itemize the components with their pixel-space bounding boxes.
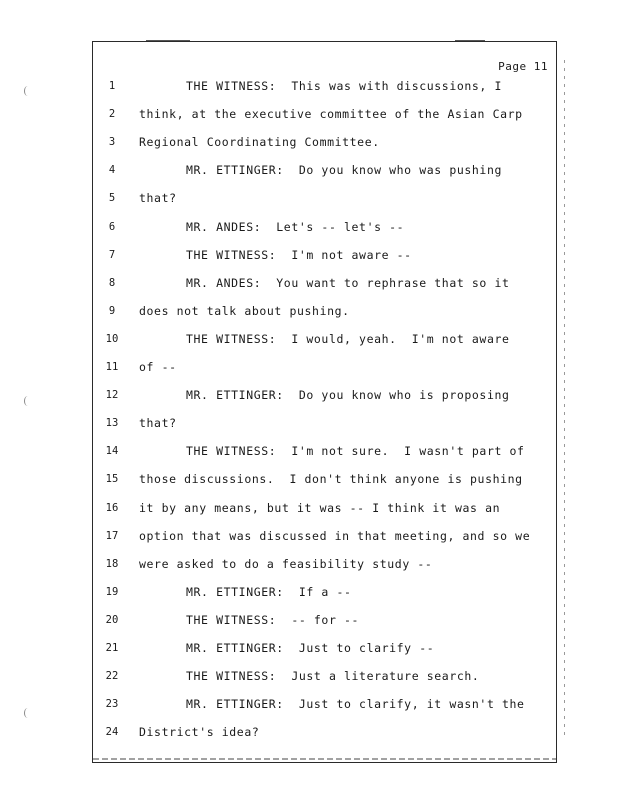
transcript-line <box>93 472 556 500</box>
line-number: 3 <box>108 136 116 149</box>
line-number: 7 <box>108 248 116 261</box>
line-number: 6 <box>108 220 116 233</box>
line-number: 13 <box>105 417 119 430</box>
line-text: MR. ETTINGER: Do you know who is proposing <box>186 388 510 403</box>
line-text: think, at the executive committee of the Asian Carp <box>139 107 523 122</box>
line-number: 21 <box>105 642 119 654</box>
transcript-line <box>93 304 556 332</box>
line-text: MR. ETTINGER: If a -- <box>186 584 352 599</box>
line-number: 8 <box>108 276 116 289</box>
transcript-line <box>93 220 556 248</box>
transcript-line <box>93 276 556 304</box>
line-text: MR. ETTINGER: Do you know who was pushing <box>186 163 502 178</box>
line-number: 17 <box>105 529 119 542</box>
line-text: that? <box>139 191 177 206</box>
transcript-line <box>93 416 556 444</box>
line-number: 11 <box>105 361 119 373</box>
line-text: THE WITNESS: I'm not aware -- <box>186 247 412 262</box>
transcript-line <box>93 725 556 753</box>
line-text: THE WITNESS: This was with discussions, I <box>186 79 502 93</box>
transcript-line <box>93 332 556 360</box>
line-text: it by any means, but it was -- I think it was an <box>139 500 501 515</box>
line-text: of -- <box>139 360 177 374</box>
line-number: 18 <box>105 557 119 570</box>
page-number: Page 11 <box>498 60 548 73</box>
punch-hole-mark <box>24 86 31 96</box>
transcript-line <box>93 585 556 613</box>
line-number: 1 <box>108 80 116 92</box>
line-number: 12 <box>105 389 119 402</box>
line-text: MR. ANDES: Let's -- let's -- <box>186 219 405 234</box>
transcript-line <box>93 501 556 529</box>
transcript-line <box>93 697 556 725</box>
transcript-line <box>93 613 556 641</box>
line-number: 9 <box>108 304 116 317</box>
scan-edge-artifact <box>564 60 565 740</box>
line-text: Regional Coordinating Committee. <box>139 135 380 150</box>
transcript-line <box>93 107 556 135</box>
transcript-page <box>92 41 557 763</box>
transcript-line <box>93 79 556 107</box>
transcript-line <box>93 444 556 472</box>
line-text: THE WITNESS: -- for -- <box>186 612 360 627</box>
line-number: 24 <box>105 726 119 739</box>
line-text: does not talk about pushing. <box>139 303 350 318</box>
line-number: 5 <box>108 192 116 205</box>
transcript-line <box>93 641 556 669</box>
line-number: 14 <box>105 445 119 458</box>
line-number: 10 <box>105 332 119 345</box>
transcript-line <box>93 248 556 276</box>
line-text: were asked to do a feasibility study -- <box>139 556 433 571</box>
line-text: THE WITNESS: I'm not sure. I wasn't part of <box>186 444 525 459</box>
line-number: 15 <box>105 473 119 486</box>
line-text: THE WITNESS: I would, yeah. I'm not aware <box>186 331 510 346</box>
transcript-line <box>93 557 556 585</box>
punch-hole-mark <box>24 396 31 406</box>
line-text: THE WITNESS: Just a literature search. <box>186 669 480 684</box>
transcript-line <box>93 135 556 163</box>
punch-hole-mark <box>24 708 31 718</box>
line-number: 4 <box>108 164 116 177</box>
line-text: option that was discussed in that meeting, and so we <box>139 528 531 543</box>
transcript-line <box>93 388 556 416</box>
transcript-line <box>93 529 556 557</box>
line-text: MR. ANDES: You want to rephrase that so it <box>186 275 510 290</box>
transcript-line <box>93 163 556 191</box>
transcript-line <box>93 669 556 697</box>
line-text: those discussions. I don't think anyone is pushing <box>139 472 523 487</box>
line-text: MR. ETTINGER: Just to clarify, it wasn't the <box>186 697 525 712</box>
line-number: 16 <box>105 501 119 514</box>
line-text: District's idea? <box>139 725 260 740</box>
line-number: 20 <box>105 613 119 626</box>
line-number: 19 <box>105 585 119 598</box>
transcript-line <box>93 360 556 388</box>
bottom-rule <box>93 758 556 760</box>
transcript-line <box>93 191 556 219</box>
line-text: that? <box>139 416 177 431</box>
line-number: 23 <box>105 698 119 711</box>
line-number: 22 <box>105 670 119 683</box>
line-number: 2 <box>108 108 116 121</box>
line-text: MR. ETTINGER: Just to clarify -- <box>186 641 435 655</box>
